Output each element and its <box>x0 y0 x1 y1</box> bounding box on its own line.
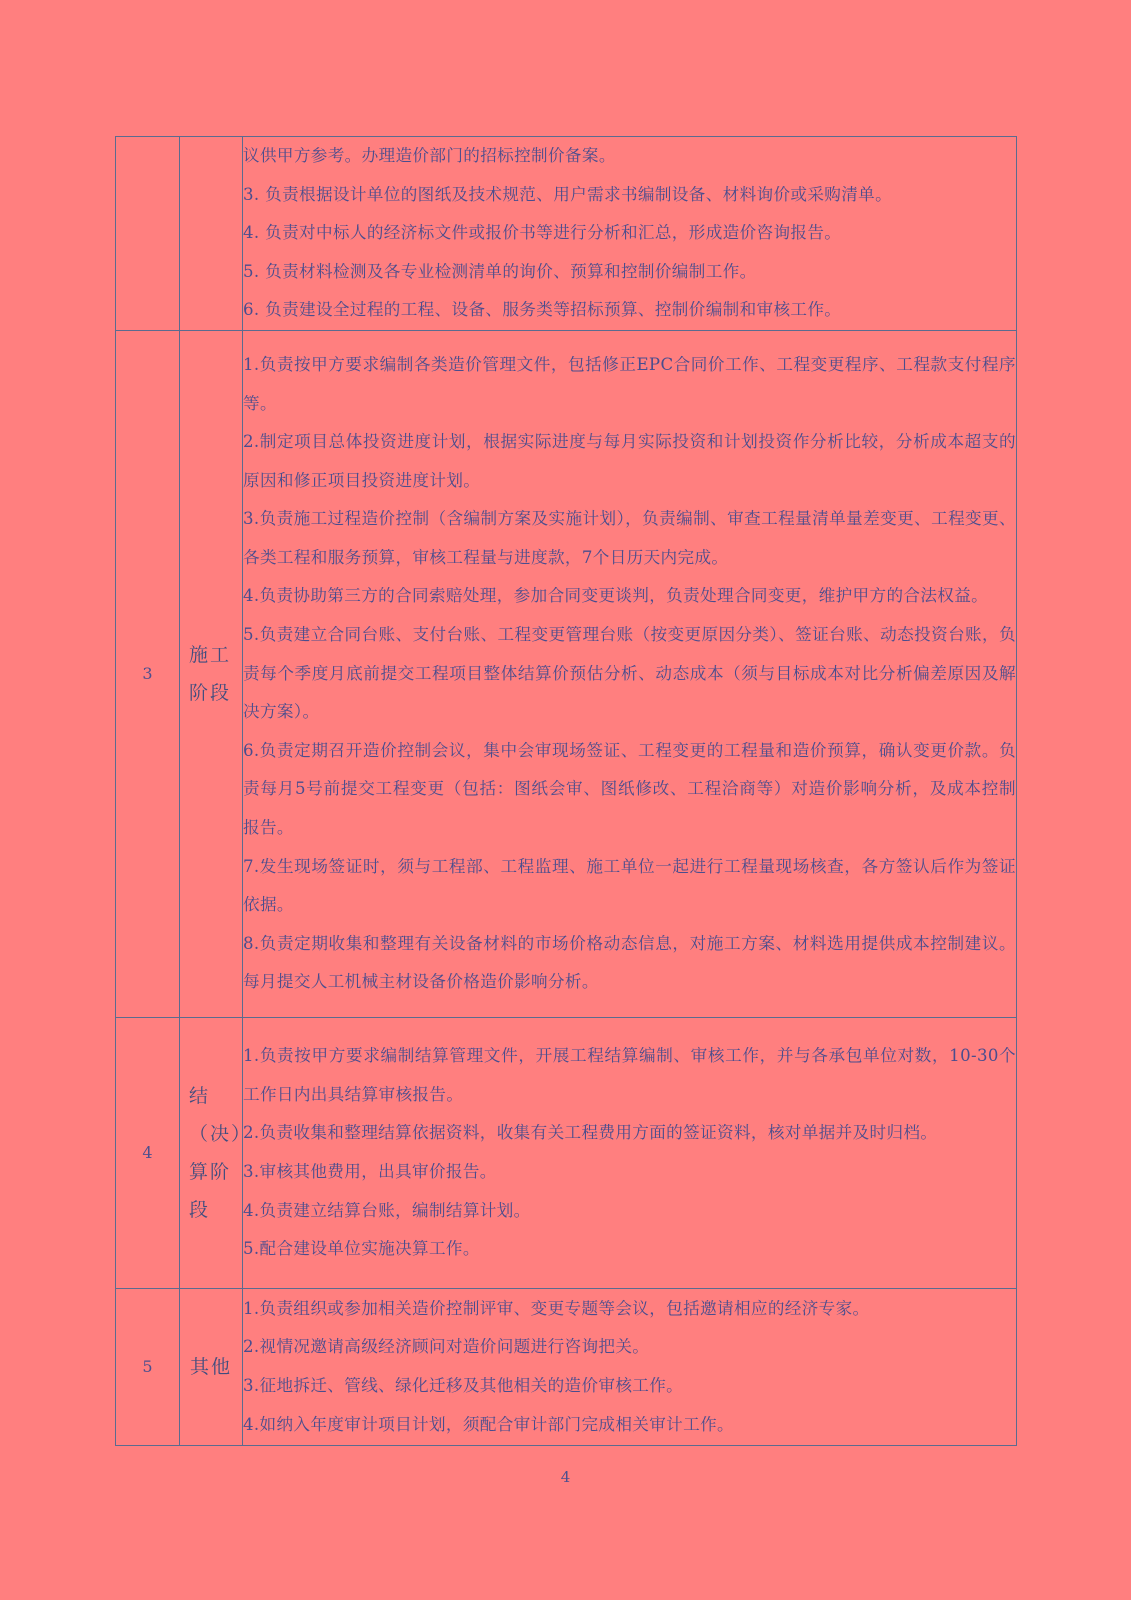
duties-cell <box>243 1017 1017 1288</box>
table-row-construction-stage <box>116 330 1017 1017</box>
table-row-other <box>116 1288 1017 1445</box>
duty-item: 3.负责施工过程造价控制（含编制方案及实施计划），负责编制、审查工程量清单量差变更、工程变更、各类工程和服务预算，审核工程量与进度款，7个日历天内完成。 <box>243 509 1016 567</box>
row-number-cell: 4 <box>116 1017 180 1288</box>
duties-cell <box>243 137 1017 331</box>
stage-cell <box>180 1288 243 1445</box>
duty-item: 6.负责定期召开造价控制会议，集中会审现场签证、工程变更的工程量和造价预算，确认变更价款。负责每月5号前提交工程变更（包括：图纸会审、图纸修改、工程洽商等）对造价影响分析，及成本控制报告。 <box>243 740 1016 838</box>
page-number: 4 <box>560 1468 571 1486</box>
row-number-cell: 3 <box>116 330 180 1017</box>
duty-item: 2.制定项目总体投资进度计划，根据实际进度与每月实际投资和计划投资作分析比较，分析成本超支的原因和修正项目投资进度计划。 <box>243 432 1016 490</box>
duty-item: 3.征地拆迁、管线、绿化迁移及其他相关的造价审核工作。 <box>243 1375 684 1395</box>
row-number-cell <box>116 137 180 331</box>
stage-cell <box>180 330 243 1017</box>
duties-table <box>115 136 1017 1446</box>
duty-item: 4.负责协助第三方的合同索赔处理，参加合同变更谈判，负责处理合同变更，维护甲方的合法权益。 <box>243 586 989 606</box>
duty-item: 2.视情况邀请高级经济顾问对造价问题进行咨询把关。 <box>243 1337 650 1357</box>
duty-item: 2.负责收集和整理结算依据资料，收集有关工程费用方面的签证资料，核对单据并及时归档。 <box>243 1123 938 1143</box>
duty-item: 5.配合建设单位实施决算工作。 <box>243 1239 480 1259</box>
duty-item: 1.负责按甲方要求编制各类造价管理文件，包括修正EPC合同价工作、工程变更程序、工程款支付程序等。 <box>243 354 1016 413</box>
duty-item: 1.负责组织或参加相关造价控制评审、变更专题等会议，包括邀请相应的经济专家。 <box>243 1298 870 1318</box>
duties-cell <box>243 330 1017 1017</box>
duty-item: 5. 负责材料检测及各专业检测清单的询价、预算和控制价编制工作。 <box>243 261 757 281</box>
duty-item: 8.负责定期收集和整理有关设备材料的市场价格动态信息，对施工方案、材料选用提供成本控制建议。每月提交人工机械主材设备价格造价影响分析。 <box>243 933 1016 992</box>
duties-cell <box>243 1288 1017 1445</box>
duty-item: 3. 负责根据设计单位的图纸及技术规范、用户需求书编制设备、材料询价或采购清单。 <box>243 184 893 204</box>
duty-item: 4.如纳入年度审计项目计划，须配合审计部门完成相关审计工作。 <box>243 1414 734 1434</box>
duty-item: 4.负责建立结算台账，编制结算计划。 <box>243 1200 531 1220</box>
duty-item: 7.发生现场签证时，须与工程部、工程监理、施工单位一起进行工程量现场核查，各方签认后作为签证依据。 <box>243 856 1016 915</box>
duty-item: 4. 负责对中标人的经济标文件或报价书等进行分析和汇总，形成造价咨询报告。 <box>243 223 842 243</box>
stage-cell <box>180 137 243 331</box>
table-row-continuation <box>116 137 1017 331</box>
table-row-settlement-stage <box>116 1017 1017 1288</box>
stage-cell <box>180 1017 253 1288</box>
duty-item: 6. 负责建设全过程的工程、设备、服务类等招标预算、控制价编制和审核工作。 <box>243 300 842 320</box>
stage-label: 施工阶段 <box>189 643 232 704</box>
stage-label: 其他 <box>189 1355 232 1378</box>
duty-item: 3.审核其他费用，出具审价报告。 <box>243 1161 497 1181</box>
stage-label: 结（决）算阶段 <box>189 1084 253 1221</box>
duty-item: 5.负责建立合同台账、支付台账、工程变更管理台账（按变更原因分类）、签证台账、动态投资台账，负责每个季度月底前提交工程项目整体结算价预估分析、动态成本（须与目标成本对比分析偏差原因及解决方案）。 <box>243 625 1016 722</box>
duty-item: 1.负责按甲方要求编制结算管理文件，开展工程结算编制、审核工作，并与各承包单位对数，10-30个工作日内出具结算审核报告。 <box>243 1046 1016 1104</box>
row-number-cell: 5 <box>116 1288 180 1445</box>
duty-item: 议供甲方参考。办理造价部门的招标控制价备案。 <box>243 146 616 165</box>
